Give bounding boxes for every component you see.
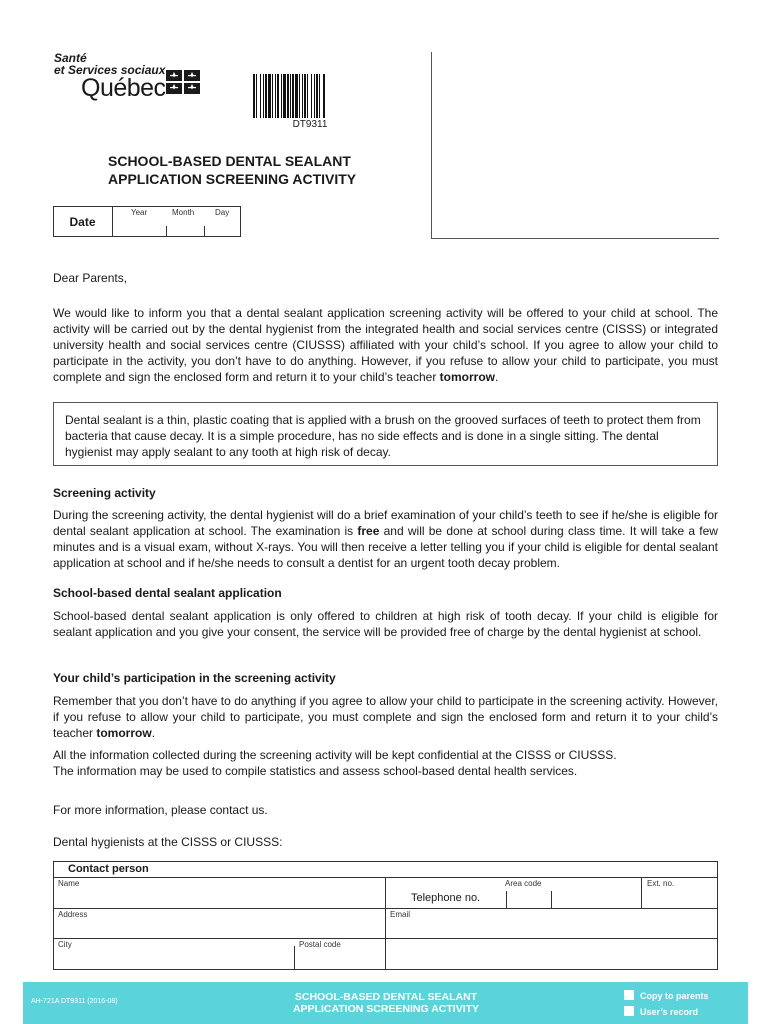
area-code-label: Area code	[505, 879, 542, 888]
telephone-input[interactable]	[552, 888, 640, 907]
footer-title-line-1: SCHOOL-BASED DENTAL SEALANT	[294, 991, 478, 1003]
name-input[interactable]	[54, 888, 384, 907]
intro-end: .	[495, 370, 499, 384]
quebec-flag-icon	[166, 70, 200, 94]
date-divider	[166, 226, 167, 236]
ext-label: Ext. no.	[647, 879, 675, 888]
logo-sante: Santé	[54, 51, 87, 65]
footer-form-code: AH-721A DT9311 (2016-08)	[31, 998, 118, 1005]
participation-heading: Your child’s participation in the screening activity	[53, 671, 336, 685]
telephone-label: Telephone no.	[411, 892, 481, 904]
application-paragraph: School-based dental sealant application is only offered to children at high risk of tooth decay. If your child is eligible for sealant application and you give your consent, the service will be provided free of charge by the dental hygienist at school.	[53, 609, 718, 639]
intro-paragraph	[53, 305, 718, 385]
participation-text-1: Remember that you don’t have to do anything if you agree to allow your child to participate in the screening activity. However, if you refuse to allow your child to participate, you must complete and sign the enclosed form and return it to your child’s teacher	[53, 694, 718, 740]
form-number: DT9311	[292, 119, 328, 130]
table-divider	[506, 891, 507, 908]
confidential-paragraph	[53, 747, 718, 779]
screening-paragraph	[53, 507, 718, 571]
date-year-label: Year	[131, 208, 148, 217]
confidential-line-1: All the information collected during the screening activity will be kept confidential at the CISSS or CIUSSS.	[53, 748, 617, 762]
sealant-info-box: Dental sealant is a thin, plastic coating that is applied with a brush on the grooved surfaces of teeth to protect them from bacteria that cause decay. It is a simple procedure, has no side effects and is done in a single sitting. The dental hygienist may apply sealant to any tooth at high risk of decay.	[53, 402, 718, 466]
intro-text: We would like to inform you that a dental sealant application screening activity will be offered to your child at school. The activity will be carried out by the dental hygienist from the integrated health and social services centre (CISSS) or integrated university health and social services centre (CIUSSS) affiliated with your child’s school. If you agree to allow your child to participate in the activity, you don’t have to do anything. However, if you refuse to allow your child to participate, you must complete and sign the enclosed form and return it to your child’s teacher	[53, 306, 718, 384]
users-record-checkbox[interactable]	[624, 1006, 634, 1016]
copy-to-parents-checkbox[interactable]	[624, 990, 634, 1000]
confidential-line-2: The information may be used to compile statistics and assess school-based dental health services.	[53, 764, 578, 778]
participation-paragraph	[53, 693, 718, 741]
address-input[interactable]	[54, 919, 384, 937]
participation-end: .	[151, 726, 156, 740]
users-record-label: User’s record	[640, 1007, 699, 1017]
barcode	[253, 74, 367, 118]
footer-title-line-2: APPLICATION SCREENING ACTIVITY	[292, 1003, 480, 1015]
date-divider	[204, 226, 205, 236]
screening-bold: free	[357, 524, 380, 538]
title-line-1: SCHOOL-BASED DENTAL SEALANT	[108, 153, 351, 169]
right-box-border	[431, 52, 432, 239]
title-line-2: APPLICATION SCREENING ACTIVITY	[108, 171, 357, 187]
more-info: For more information, please contact us.	[53, 803, 268, 817]
screening-text-2: and will be done at school during class time. It will take a few minutes and is a visual exam, without X-rays. You will then receive a letter telling you if your child is eligible for dental sealant application at school and if he/she needs to consult a dentist for an urgent tooth decay problem.	[53, 524, 718, 570]
contact-header: Contact person	[68, 863, 149, 875]
application-heading: School-based dental sealant application	[53, 586, 282, 600]
screening-heading: Screening activity	[53, 486, 156, 500]
date-label: Date	[53, 206, 113, 237]
logo-services-sociaux: et Services sociaux	[54, 63, 166, 77]
email-input[interactable]	[386, 919, 717, 937]
intro-bold: tomorrow	[439, 370, 496, 384]
postal-code-label: Postal code	[299, 940, 341, 949]
city-input[interactable]	[54, 950, 292, 969]
participation-bold: tomorrow	[96, 726, 152, 740]
address-label: Address	[58, 910, 88, 919]
email-label: Email	[390, 910, 411, 919]
date-day-label: Day	[215, 208, 230, 217]
postal-code-input[interactable]	[296, 950, 384, 969]
greeting: Dear Parents,	[53, 271, 128, 285]
right-box-border-bottom	[431, 238, 719, 239]
footer-title	[262, 991, 510, 1015]
name-label: Name	[58, 879, 80, 888]
date-month-label: Month	[172, 208, 195, 217]
copy-to-parents-label: Copy to parents	[640, 991, 709, 1001]
hygienists-label: Dental hygienists at the CISSS or CIUSSS:	[53, 835, 283, 849]
screening-text-1: During the screening activity, the dental hygienist will do a brief examination of your child’s teeth to see if he/she is eligible for dental sealant application at school. The examination is	[53, 508, 718, 538]
logo-quebec: Québec	[81, 74, 166, 102]
page-title	[108, 152, 356, 188]
city-label: City	[58, 940, 72, 949]
ext-input[interactable]	[642, 888, 717, 907]
table-divider	[294, 946, 295, 970]
